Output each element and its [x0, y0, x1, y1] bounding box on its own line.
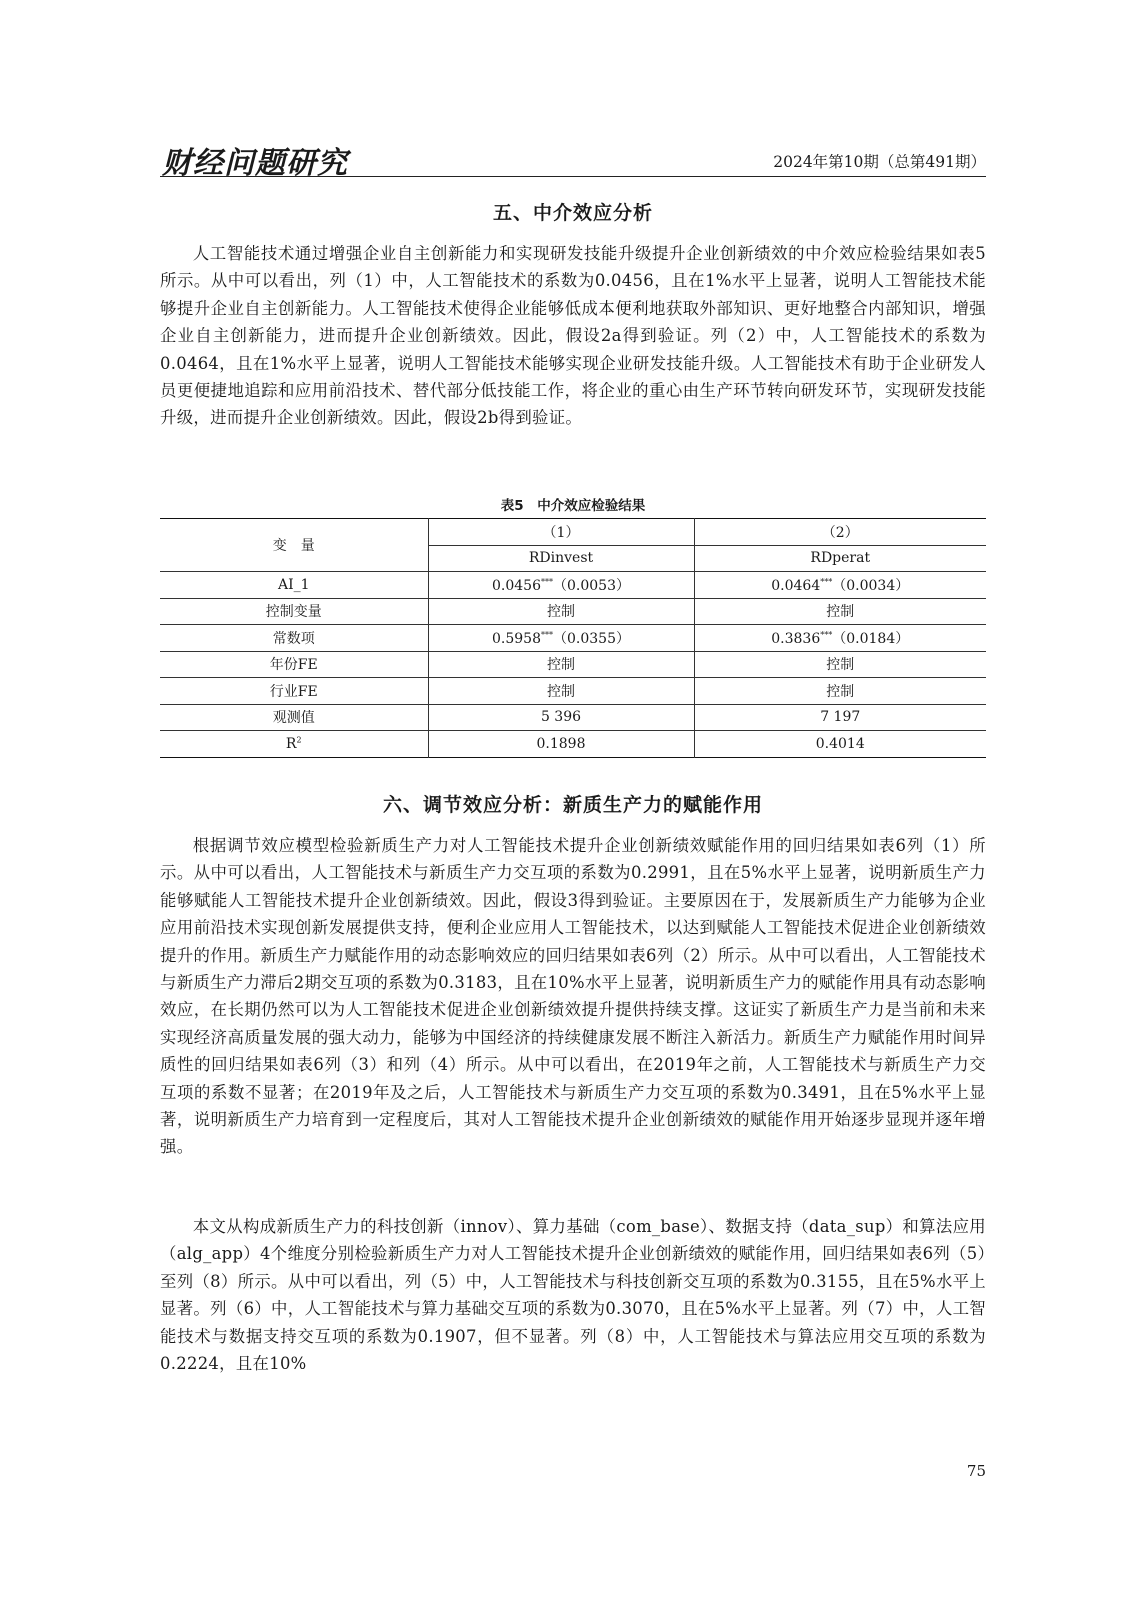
table-cell: 7 197	[820, 709, 861, 726]
section-5-title: 五、中介效应分析	[492, 202, 653, 224]
col1-number: （1）	[428, 519, 694, 546]
table-cell: 0.3836***（0.0184）	[771, 630, 910, 647]
col1-dependent: RDinvest	[428, 545, 694, 572]
row-label: AI_1	[160, 572, 428, 599]
table-cell: 控制	[826, 683, 855, 700]
issue-info: 2024年第10期（总第491期）	[773, 153, 986, 171]
table-row	[160, 625, 986, 652]
row-label: 控制变量	[160, 598, 428, 625]
row-label: 观测值	[160, 704, 428, 731]
table-cell: 0.0456***（0.0053）	[428, 572, 694, 599]
table-row	[160, 572, 986, 599]
table-row	[160, 731, 986, 758]
row-label: 行业FE	[160, 678, 428, 705]
journal-logo: 财经问题研究	[162, 146, 348, 181]
table-cell: 0.4014	[815, 735, 865, 752]
page-number: 75	[966, 1462, 986, 1480]
page-header	[160, 138, 986, 181]
table-cell: 控制	[428, 678, 694, 705]
table-cell: 控制	[826, 604, 855, 621]
table-5-caption: 表5 中介效应检验结果	[500, 498, 646, 514]
section-6-paragraph-1: 根据调节效应模型检验新质生产力对人工智能技术提升企业创新绩效赋能作用的回归结果如表6列（1）所示。从中可以看出，人工智能技术与新质生产力交互项的系数为0.2991，且在5%水平上显著，说明新质生产力能够赋能人工智能技术提升企业创新绩效。因此，假设3得到验证。主要原因在于，发展新质生产力能够为企业应用前沿技术实现创新发展提供支持，便利企业应用人工智能技术，以达到赋能人工智能技术促进企业创新绩效提升的作用。新质生产力赋能作用的动态影响效应的回归结果如表6列（2）所示。从中可以看出，人工智能技术与新质生产力滞后2期交互项的系数为0.3183，且在10%水平上显著，说明新质生产力的赋能作用具有动态影响效应，在长期仍然可以为人工智能技术促进企业创新绩效提升提供持续支撑。这证实了新质生产力是当前和未来实现经济高质量发展的强大动力，能够为中国经济的持续健康发展不断注入新活力。新质生产力赋能作用时间异质性的回归结果如表6列（3）和列（4）所示。从中可以看出，在2019年之前，人工智能技术与新质生产力交互项的系数不显著；在2019年及之后，人工智能技术与新质生产力交互项的系数为0.3491，且在5%水平上显著，说明新质生产力培育到一定程度后，其对人工智能技术提升企业创新绩效的赋能作用开始逐步显现并逐年增强。	[160, 836, 986, 1157]
section-6-paragraph-2: 本文从构成新质生产力的科技创新（innov）、算力基础（com_base）、数据支持（data_sup）和算法应用（alg_app）4个维度分别检验新质生产力对人工智能技术提升企业创新绩效的赋能作用，回归结果如表6列（5）至列（8）所示。从中可以看出，列（5）中，人工智能技术与科技创新交互项的系数为0.3155，且在5%水平上显著。列（6）中，人工智能技术与算力基础交互项的系数为0.3070，且在5%水平上显著。列（7）中，人工智能技术与数据支持交互项的系数为0.1907，但不显著。列（8）中，人工智能技术与算法应用交互项的系数为0.2224，且在10%	[160, 1217, 986, 1374]
table-cell: 0.0464***（0.0034）	[771, 577, 910, 594]
table-header-row	[160, 519, 986, 546]
table-cell: 控制	[826, 657, 855, 674]
row-label: $R^2$	[160, 731, 428, 758]
section-5-paragraph: 人工智能技术通过增强企业自主创新能力和实现研发技能升级提升企业创新绩效的中介效应检验结果如表5所示。从中可以看出，列（1）中，人工智能技术的系数为0.0456，且在1%水平上显著，说明人工智能技术能够提升企业自主创新能力。人工智能技术使得企业能够低成本便利地获取外部知识、更好地整合内部知识，增强企业自主创新能力，进而提升企业创新绩效。因此，假设2a得到验证。列（2）中，人工智能技术的系数为0.0464，且在1%水平上显著，说明人工智能技术能够实现企业研发技能升级。人工智能技术有助于企业研发人员更便捷地追踪和应用前沿技术、替代部分低技能工作，将企业的重心由生产环节转向研发环节，实现研发技能升级，进而提升企业创新绩效。因此，假设2b得到验证。	[160, 244, 986, 428]
table-row	[160, 704, 986, 731]
table-cell: 0.5958***（0.0355）	[428, 625, 694, 652]
table-cell: 5 396	[428, 704, 694, 731]
col2-dependent: RDperat	[810, 550, 871, 567]
row-label: 年份FE	[160, 651, 428, 678]
row-label: 常数项	[160, 625, 428, 652]
table-cell: 0.1898	[428, 731, 694, 758]
section-6-title: 六、调节效应分析：新质生产力的赋能作用	[382, 794, 763, 816]
table-cell: 控制	[428, 651, 694, 678]
table-5	[160, 518, 986, 758]
table-row	[160, 651, 986, 678]
col2-number: （2）	[821, 524, 859, 541]
table-cell: 控制	[428, 598, 694, 625]
variable-header: 变 量	[160, 519, 428, 572]
table-row	[160, 598, 986, 625]
table-row	[160, 678, 986, 705]
